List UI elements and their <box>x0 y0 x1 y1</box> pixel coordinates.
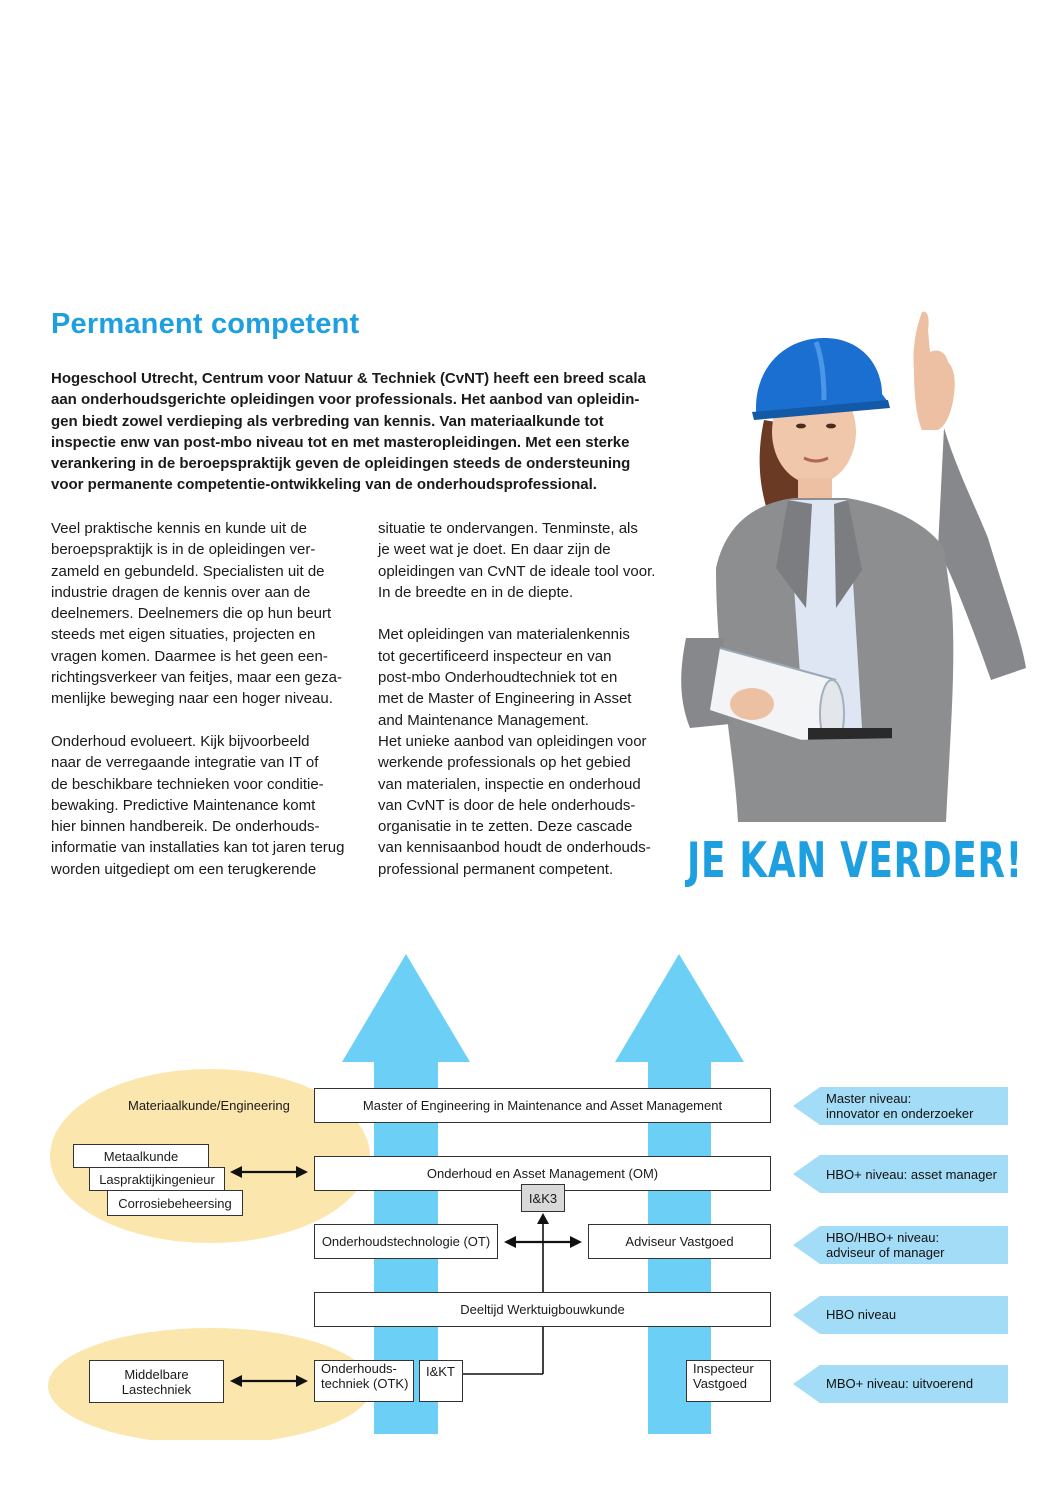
body-line: de beschikbare technieken voor conditie- <box>51 775 324 793</box>
level-mboplus-label: MBO+ niveau: uitvoerend <box>826 1376 974 1391</box>
body-line: van kennisaanbod houdt de onderhouds- <box>378 839 651 857</box>
body-line: van CvNT is door de hele onderhouds- <box>378 796 636 814</box>
ikt-box <box>419 1360 463 1402</box>
body-line: informatie van installaties kan tot jaren terug <box>51 839 345 857</box>
middelbare-lastechniek-box <box>89 1360 224 1403</box>
intro-paragraph <box>51 368 691 496</box>
corrosie-text: Corrosiebeheersing <box>118 1195 232 1211</box>
ot-box <box>314 1224 498 1259</box>
level-master-line2: innovator en onderzoeker <box>826 1106 974 1121</box>
ik3-text: I&K3 <box>528 1190 558 1206</box>
ot-text: Onderhoudstechnologie (OT) <box>321 1234 491 1249</box>
body-line: van materialen, inspectie en onderhoud <box>378 775 641 793</box>
body-line: bewaking. Predictive Maintenance komt <box>51 796 316 814</box>
corrosie-box <box>107 1190 243 1216</box>
body-line: organisatie in te zetten. Deze cascade <box>378 818 633 836</box>
intro-line: verankering in de beroepspraktijk geven de opleidingen steeds de ondersteuning <box>51 455 631 473</box>
materiaalkunde-label: Materiaalkunde/Engineering <box>128 1098 290 1113</box>
intro-line: gen biedt zowel verdieping als verbreding van kennis. Van materiaalkunde tot <box>51 412 604 430</box>
body-line: In de breedte en in de diepte. <box>378 583 574 601</box>
body-line: vragen komen. Daarmee is het geen een- <box>51 647 328 665</box>
ikt-text: I&KT <box>426 1364 455 1379</box>
body-line: Veel praktische kennis en kunde uit de <box>51 520 308 537</box>
inspecteur-text-2: Vastgoed <box>693 1376 747 1391</box>
body-line: post-mbo Onderhoudtechniek tot en <box>378 669 618 687</box>
body-line: tot gecertificeerd inspecteur en van <box>378 647 612 665</box>
ik3-box <box>521 1184 565 1212</box>
lastechniek-text: Lastechniek <box>121 1381 192 1397</box>
intro-line: inspectie enw van post-mbo niveau tot en met masteropleidingen. Met een sterke <box>51 433 630 451</box>
deeltijd-box <box>314 1292 771 1327</box>
body-line: je weet wat je doet. En daar zijn de <box>378 541 611 559</box>
inspecteur-text-1: Inspecteur <box>693 1361 754 1376</box>
body-line: richtingsverkeer van feitjes, maar een geza- <box>51 669 342 687</box>
body-line: beroepspraktijk is in de opleidingen ver- <box>51 541 316 559</box>
slogan: JE KAN VERDER! <box>687 832 1023 889</box>
deeltijd-text: Deeltijd Werktuigbouwkunde <box>460 1302 625 1317</box>
body-column-1 <box>51 518 371 880</box>
master-box <box>314 1088 771 1123</box>
otk-text-1: Onderhouds- <box>321 1361 397 1376</box>
body-column-2 <box>378 518 688 880</box>
body-line: situatie te ondervangen. Tenminste, als <box>378 520 638 537</box>
metaalkunde-box <box>73 1144 209 1168</box>
middelbare-text: Middelbare <box>124 1366 189 1382</box>
adviseur-box <box>588 1224 771 1259</box>
inspecteur-box <box>686 1360 771 1402</box>
body-line: professional permanent competent. <box>378 860 614 878</box>
laspraktijk-box <box>89 1167 225 1191</box>
body-line: worden uitgediept om een terugkerende <box>51 860 317 878</box>
otk-box <box>314 1360 414 1402</box>
laspraktijk-text: Laspraktijkingenieur <box>99 1171 215 1187</box>
body-line: hier binnen handbereik. De onderhouds- <box>51 818 320 836</box>
body-line: zameld en gebundeld. Specialisten uit de <box>51 562 325 580</box>
om-text: Onderhoud en Asset Management (OM) <box>426 1166 659 1181</box>
body-line: Onderhoud evolueert. Kijk bijvoorbeeld <box>51 732 310 750</box>
body-line: deelnemers. Deelnemers die op hun beurt <box>51 605 332 623</box>
body-line: menlijke beweging naar een hoger niveau. <box>51 690 333 708</box>
level-hbo-label: HBO niveau <box>826 1307 897 1322</box>
body-line: industrie dragen de kennis over aan de <box>51 583 311 601</box>
level-master-label <box>826 1091 973 1121</box>
level-hbo-hboplus-line1: HBO/HBO+ niveau: <box>826 1230 940 1245</box>
education-diagram <box>0 940 1058 1440</box>
level-hbo-hboplus-label <box>826 1230 945 1260</box>
body-line: Met opleidingen van materialenkennis <box>378 626 630 644</box>
body-line: and Maintenance Management. <box>378 711 589 729</box>
level-master-line1: Master niveau: <box>826 1091 912 1106</box>
body-line: opleidingen van CvNT de ideale tool voor. <box>378 562 656 580</box>
body-line: steeds met eigen situaties, projecten en <box>51 626 316 644</box>
level-hboplus-label: HBO+ niveau: asset manager <box>826 1167 997 1182</box>
body-line: werkende professionals op het gebied <box>378 754 631 772</box>
metaalkunde-text: Metaalkunde <box>103 1148 179 1164</box>
body-line: naar de verregaande integratie van IT of <box>51 754 319 772</box>
master-text: Master of Engineering in Maintenance and Asset Management <box>362 1098 723 1113</box>
adviseur-text: Adviseur Vastgoed <box>625 1234 734 1249</box>
page-title: Permanent competent <box>51 308 360 340</box>
level-hbo-hboplus-line2: adviseur of manager <box>826 1245 945 1260</box>
body-line: met de Master of Engineering in Asset <box>378 690 632 708</box>
engineer-woman-photo <box>676 308 1036 822</box>
intro-line: aan onderhoudsgerichte opleidingen voor professionals. Het aanbod van opleidin- <box>51 391 640 409</box>
intro-line: Hogeschool Utrecht, Centrum voor Natuur & Techniek (CvNT) heeft een breed scala <box>51 370 646 387</box>
body-line: Het unieke aanbod van opleidingen voor <box>378 732 647 750</box>
intro-line: voor permanente competentie-ontwikkeling van de onderhoudsprofessional. <box>51 476 597 494</box>
otk-text-2: techniek (OTK) <box>321 1376 409 1391</box>
